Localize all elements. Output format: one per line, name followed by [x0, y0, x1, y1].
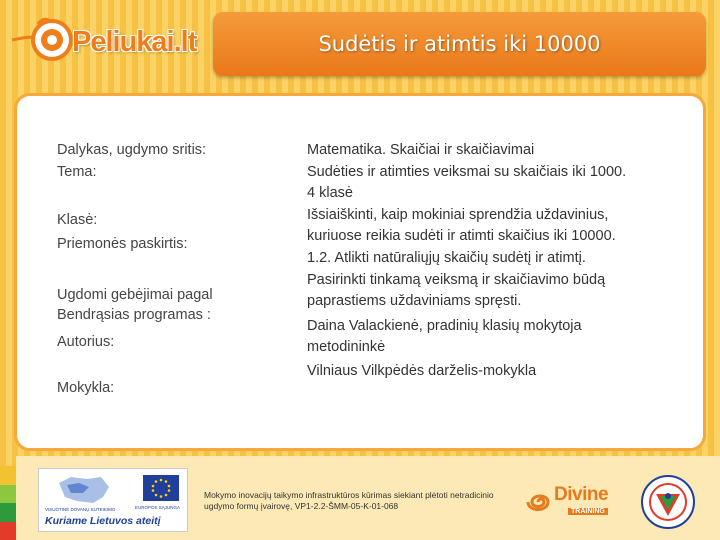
- value-author-line1: Daina Valackienė, pradinių klasių mokytoja: [307, 318, 582, 334]
- label-skills-line1: Ugdomi gebėjimai pagal: [57, 287, 213, 303]
- eu-small-left: VISUOTINĖ DOVANŲ SUTEIKIMO: [45, 507, 116, 512]
- value-author-line2: metodininkė: [307, 339, 386, 355]
- label-grade: Klasė:: [57, 212, 98, 228]
- divine-sub: TRAINING: [568, 508, 608, 515]
- value-school: Vilniaus Vilkpėdės darželis-mokykla: [307, 363, 537, 379]
- lithuania-map-icon: [53, 473, 113, 507]
- label-author: Autorius:: [57, 334, 115, 350]
- mouse-logo-icon: [8, 14, 78, 66]
- info-card: [14, 93, 706, 451]
- footer: [16, 456, 720, 540]
- strip-green: [0, 503, 16, 522]
- eu-slogan: Kuriame Lietuvos ateitį: [45, 515, 161, 527]
- value-skills-line1: 1.2. Atlikti natūraliųjų skaičių sudėtį ir atimtį.: [307, 250, 586, 266]
- label-school: Mokykla:: [57, 380, 115, 396]
- value-purpose-line2: kuriuose reikia sudėti ir atimti skaičius iki 10000.: [307, 228, 616, 244]
- eu-small-right: EUROPOS SĄJUNGA: [135, 505, 181, 510]
- value-grade: 4 klasė: [307, 185, 353, 201]
- peliukai-logo[interactable]: [8, 14, 198, 66]
- title-banner: [213, 12, 706, 76]
- value-skills-line2: Pasirinkti tinkamą veiksmą ir skaičiavimo būdą: [307, 272, 606, 288]
- strip-yellow: [0, 466, 16, 485]
- value-subject: Matematika. Skaičiai ir skaičiavimai: [307, 142, 535, 158]
- eu-flag-icon: [143, 475, 179, 501]
- eu-funding-badge: [38, 468, 188, 532]
- page-title: Sudėtis ir atimtis iki 10000: [318, 32, 601, 56]
- school-seal-icon: [640, 474, 696, 530]
- label-purpose: Priemonės paskirtis:: [57, 236, 188, 252]
- strip-light-green: [0, 485, 16, 504]
- label-subject: Dalykas, ugdymo sritis:: [57, 142, 207, 158]
- logo-text: Peliukai.lt: [72, 26, 197, 58]
- label-skills-line2: Bendrąsias programas :: [57, 307, 211, 323]
- value-skills-line3: paprastiems uždaviniams spręsti.: [307, 293, 522, 309]
- value-topic: Sudėties ir atimties veiksmai su skaičiais iki 1000.: [307, 164, 627, 180]
- divine-training-logo[interactable]: [524, 484, 624, 524]
- value-purpose-line1: Išsiaiškinti, kaip mokiniai sprendžia uždavinius,: [307, 207, 609, 223]
- label-topic: Tema:: [57, 164, 97, 180]
- footer-project-note: Mokymo inovacijų taikymo infrastruktūros kūrimas siekiant plėtoti netradicinio ugdymo formų įvairovę, VP1-2.2-ŠMM-05-K-01-068: [204, 490, 494, 511]
- color-strip: [0, 466, 16, 540]
- strip-red: [0, 522, 16, 540]
- divine-name: Divine: [554, 484, 609, 505]
- spiral-icon: [524, 486, 552, 518]
